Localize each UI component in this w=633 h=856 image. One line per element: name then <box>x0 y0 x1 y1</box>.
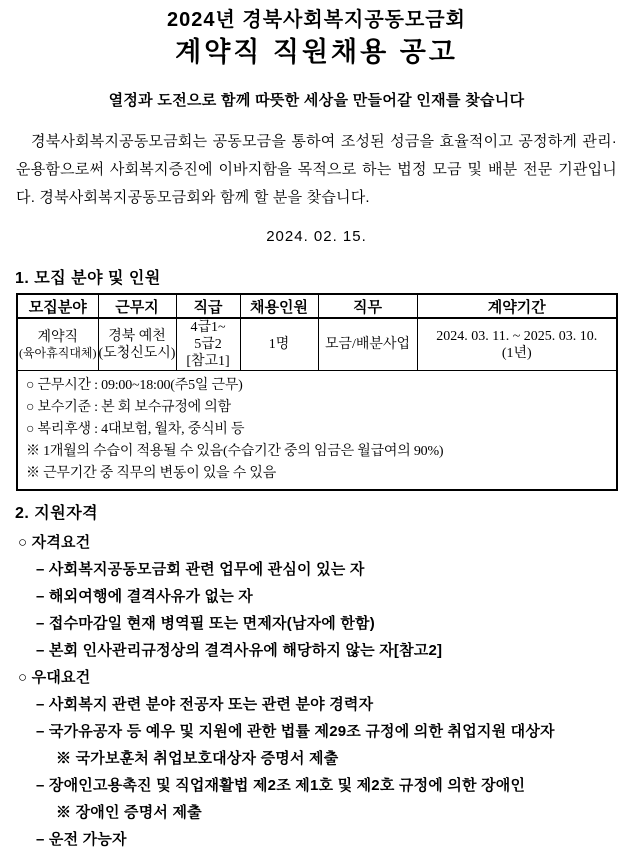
location-line2: (도청신도시) <box>98 345 176 361</box>
period-line2: (1년) <box>501 345 532 361</box>
cell-headcount: 1명 <box>240 318 318 371</box>
field-line1: 계약직 <box>37 329 79 345</box>
col-header-headcount: 채용인원 <box>240 294 318 318</box>
col-header-field: 모집분야 <box>17 294 98 318</box>
cell-duty: 모금/배분사업 <box>318 318 417 371</box>
note-probation: ※ 1개월의 수습이 적용될 수 있음(수습기간 중의 임금은 월급여의 90%) <box>26 444 444 459</box>
list-item: – 접수마감일 현재 병역필 또는 면제자(남자에 한함) <box>36 615 375 632</box>
table-notes-row <box>17 371 617 491</box>
note-pay-standard: ○ 보수기준 : 본 회 보수규정에 의함 <box>26 400 231 415</box>
recruitment-table <box>16 293 618 491</box>
announcement-date: 2024. 02. 15. <box>266 228 367 245</box>
intro-paragraph: 경북사회복지공동모금회는 공동모금을 통하여 조성된 성금을 효율적이고 공정하게 관리·운용함으로써 사회복지증진에 이바지함을 목적으로 하는 법정 모금 및 배분 전문 기관입니다. 경북사회복지공동모금회와 함께 할 분을 찾습니다. <box>16 133 617 206</box>
col-header-period: 계약기간 <box>417 294 617 318</box>
cell-location <box>98 318 176 371</box>
list-item: – 사회복지공동모금회 관련 업무에 관심이 있는 자 <box>36 561 365 578</box>
note-work-hours: ○ 근무시간 : 09:00~18:00(주5일 근무) <box>26 378 243 393</box>
col-header-location: 근무지 <box>98 294 176 318</box>
list-group-qualification: ○ 자격요건 <box>18 534 91 551</box>
list-subnote: ※ 장애인 증명서 제출 <box>56 804 202 821</box>
list-item: – 해외여행에 결격사유가 없는 자 <box>36 588 253 605</box>
table-data-row <box>17 318 617 371</box>
section2-heading: 2. 지원자격 <box>15 505 99 522</box>
notes-cell <box>17 371 617 491</box>
section1-heading: 1. 모집 분야 및 인원 <box>15 270 161 287</box>
location-line1: 경북 예천 <box>108 328 166 344</box>
cell-period <box>417 318 617 371</box>
note-duty-change: ※ 근무기간 중 직무의 변동이 있을 수 있음 <box>26 466 277 481</box>
document-title-line1: 2024년 경북사회복지공동모금회 <box>167 9 466 31</box>
list-item: – 장애인고용촉진 및 직업재활법 제2조 제1호 및 제2호 규정에 의한 장애인 <box>36 777 526 794</box>
field-line2: (육아휴직대체) <box>18 345 97 360</box>
list-item: – 운전 가능자 <box>36 831 127 848</box>
list-item: – 국가유공자 등 예우 및 지원에 관한 법률 제29조 규정에 의한 취업지원 대상자 <box>36 723 555 740</box>
col-header-duty: 직무 <box>318 294 417 318</box>
cell-grade <box>176 318 240 371</box>
cell-field <box>17 318 98 371</box>
list-item: – 본회 인사관리규정상의 결격사유에 해당하지 않는 자[참고2] <box>36 642 443 659</box>
period-line1: 2024. 03. 11. ~ 2025. 03. 10. <box>436 328 598 344</box>
col-header-grade: 직급 <box>176 294 240 318</box>
grade-line3: [참고1] <box>186 354 230 369</box>
slogan-text: 열정과 도전으로 함께 따뜻한 세상을 만들어갈 인재를 찾습니다 <box>108 92 525 109</box>
list-group-preferred: ○ 우대요건 <box>18 669 91 686</box>
grade-line1: 4급1~ <box>190 320 226 335</box>
table-header-row <box>17 294 617 318</box>
list-subnote: ※ 국가보훈처 취업보호대상자 증명서 제출 <box>56 750 339 767</box>
qualification-list <box>0 529 633 853</box>
list-item: – 사회복지 관련 분야 전공자 또는 관련 분야 경력자 <box>36 696 374 713</box>
grade-line2: 5급2 <box>194 337 222 352</box>
document-title-line2: 계약직 직원채용 공고 <box>175 37 458 67</box>
note-benefits: ○ 복리후생 : 4대보험, 월차, 중식비 등 <box>26 422 245 437</box>
